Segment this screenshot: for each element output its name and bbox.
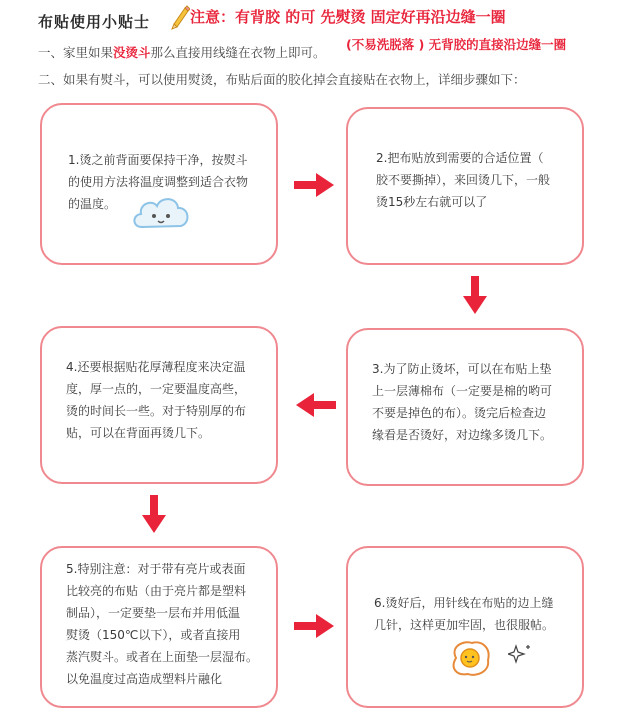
cloud-icon: [130, 193, 192, 233]
arrow-down-icon: [142, 495, 166, 533]
intro-line-1: [38, 43, 326, 61]
step-1-line-3: 的温度。: [68, 197, 117, 211]
arrow-left-icon: [296, 393, 336, 417]
notice-line-1: 注意：有背胶 的可 先熨烫 固定好再沿边缝一圈: [190, 8, 506, 26]
step-4-line-3: 烫的时间长一些。对于特别厚的布: [66, 404, 247, 418]
step-5-line-6: 以免温度过高造成塑料片融化: [66, 672, 223, 686]
sparkle-icon: [508, 644, 532, 664]
step-5-line-1: 5.特别注意：对于带有亮片或表面: [66, 562, 246, 576]
arrow-right-icon: [294, 614, 334, 638]
step-1-line-2: 的使用方法将温度调整到适合衣物: [68, 175, 249, 189]
step-2-line-2: 胶不要撕掉），来回烫几下，一般: [376, 173, 551, 187]
intro-line-1-pre: 一、家里如果: [38, 45, 114, 60]
step-3-line-4: 缘看是否烫好，对边缘多烫几下。: [372, 428, 553, 442]
step-5-line-5: 蒸汽熨斗。或者在上面垫一层湿布。: [66, 650, 259, 664]
step-5-line-3: 制品），一定要垫一层布并用低温: [66, 606, 241, 620]
step-4-line-4: 贴，可以在背面再烫几下。: [66, 426, 211, 440]
step-4-line-2: 度，厚一点的，一定要温度高些，: [66, 382, 247, 396]
step-3-text: [372, 358, 552, 446]
pencil-icon: [168, 4, 190, 30]
intro-line-1-post: 那么直接用线缝在衣物上即可。: [150, 45, 326, 60]
page-title: 布贴使用小贴士: [38, 13, 151, 31]
step-3-line-3: 不要是掉色的布）。烫完后检查边: [372, 406, 547, 420]
arrow-down-icon: [463, 276, 487, 314]
step-2-text: [376, 147, 550, 213]
step-6-line-2: 几针，这样更加牢固，也很服帖。: [374, 618, 555, 632]
step-box-6: [346, 546, 584, 708]
step-box-5: [40, 546, 278, 708]
step-box-3: [346, 328, 584, 486]
step-box-2: [346, 107, 584, 265]
step-2-line-3: 烫15秒左右就可以了: [376, 195, 488, 209]
intro-highlight: 没烫斗: [113, 45, 151, 60]
step-box-4: [40, 326, 278, 484]
fried-egg-icon: [448, 638, 492, 678]
step-2-line-1: 2.把布贴放到需要的合适位置（: [376, 151, 544, 165]
step-3-line-1: 3.为了防止烫坏，可以在布贴上垫: [372, 362, 552, 376]
notice-line-2: (不易洗脱落 ) 无背胶的直接沿边缝一圈: [346, 37, 567, 52]
step-6-line-1: 6.烫好后，用针线在布贴的边上缝: [374, 596, 554, 610]
step-6-text: [374, 592, 554, 636]
step-5-line-2: 比较亮的布贴（由于亮片都是塑料: [66, 584, 247, 598]
step-3-line-2: 上一层薄棉布（一定要是棉的哟可: [372, 384, 553, 398]
step-4-text: [66, 356, 246, 444]
step-5-line-4: 熨烫（150℃以下），或者直接用: [66, 628, 241, 642]
step-1-line-1: 1.烫之前背面要保持干净，按熨斗: [68, 153, 248, 167]
step-5-text: [66, 558, 258, 690]
step-box-1: [40, 103, 278, 265]
step-4-line-1: 4.还要根据贴花厚薄程度来决定温: [66, 360, 246, 374]
arrow-right-icon: [294, 173, 334, 197]
intro-line-2: 二、如果有熨斗，可以使用熨烫，布贴后面的胶化掉会直接贴在衣物上，详细步骤如下：: [38, 72, 526, 87]
